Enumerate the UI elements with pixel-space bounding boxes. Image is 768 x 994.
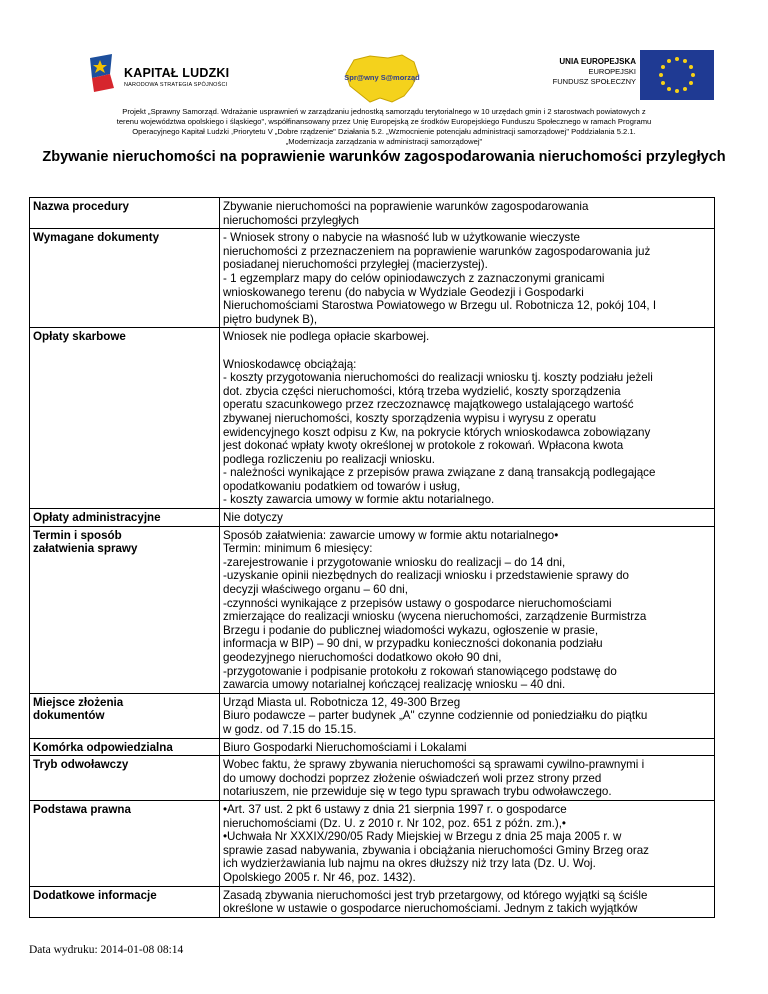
table-row <box>30 800 715 886</box>
row-label: Termin i sposób załatwienia sprawy <box>30 526 220 693</box>
page-title: Zbywanie nieruchomości na poprawienie warunków zagospodarowania nieruchomości przyległych <box>42 149 726 165</box>
procedure-table <box>29 197 715 918</box>
table-row <box>30 526 715 693</box>
kapital-ludzki-title: KAPITAŁ LUDZKI <box>124 66 230 80</box>
row-value: Sposób załatwienia: zawarcie umowy w formie aktu notarialnego• Termin: minimum 6 miesięcy: -zarejestrowanie i przygotowanie wniosku do realizacji – do 14 dni, -uzyskanie opinii niezbędnych do realizacji wniosku i przedstawienie sprawy do decyzji właściwego organu – 60 dni, -czynności wynikające z przepisów ustawy o gospodarce nieruchomościami zmierzające do realizacji wniosku (wycena nieruchomości, zarządzenie Burmistrza Brzegu i podanie do publicznej wiadomości wykazu, ogłoszenie w prasie, informacja w BIP) – 90 dni, w przypadku konieczności dokonania podziału geodezyjnego nieruchomości dodatkowo około 90 dni, -przygotowanie i podpisanie protokołu z rokowań stanowiącego podstawę do zawarcia umowy notarialnej kończącej realizację wniosku – 40 dni. <box>220 526 715 693</box>
row-label: Opłaty skarbowe <box>30 328 220 509</box>
eu-flag-icon <box>640 50 714 100</box>
row-value: •Art. 37 ust. 2 pkt 6 ustawy z dnia 21 sierpnia 1997 r. o gospodarce nieruchomościami (Dz. U. z 2010 r. Nr 102, poz. 651 z późn. zm.),• •Uchwała Nr XXXIX/290/05 Rady Miejskiej w Brzegu z dnia 25 maja 2005 r. w sprawie zasad nabywania, zbywania i obciążania nieruchomości Gminy Brzeg oraz ich wydzierżawiania lub najmu na okres dłuższy niż trzy lata (Dz. U. Woj. Opolskiego 2005 r. Nr 46, poz. 1432). <box>220 800 715 886</box>
table-row <box>30 738 715 756</box>
row-value: Wniosek nie podlega opłacie skarbowej. Wnioskodawcę obciążają: - koszty przygotowania nieruchomości do realizacji wniosku tj. koszty podziału jeżeli dot. zbycia części nieruchomości, którą trzeba wydzielić, koszty sporządzenia operatu szacunkowego przez rzeczoznawcę majątkowego ustalającego wartość zbywanej nieruchomości, koszty sporządzenia wypisu i wyrysu z operatu ewidencyjnego koszt odpisu z Kw, na pokrycie których wnioskodawca zobowiązany jest dokonać wpłaty kwoty określonej w protokole z rokowań. Wpłacona kwota podlega rozliczeniu po realizacji wniosku. - należności wynikające z przepisów prawa związane z daną transakcją podlegające opodatkowaniu podatkiem od towarów i usług, - koszty zawarcia umowy w formie aktu notarialnego. <box>220 328 715 509</box>
print-date: Data wydruku: 2014-01-08 08:14 <box>29 944 184 956</box>
row-value: - Wniosek strony o nabycie na własność lub w użytkowanie wieczyste nieruchomości z przeznaczeniem na poprawienie warunków zagospodarowania już posiadanej nieruchomości przyległej (macierzystej). - 1 egzemplarz mapy do celów opiniodawczych z zaznaczonymi granicami wnioskowanego terenu (do nabycia w Wydziale Geodezji i Gospodarki Nieruchomościami Starostwa Powiatowego w Brzegu ul. Robotnicza 12, pokój 104, I piętro budynek B), <box>220 229 715 328</box>
eu-line-1: UNIA EUROPEJSKA <box>559 57 636 66</box>
row-value: Zasadą zbywania nieruchomości jest tryb przetargowy, od którego wyjątki są ściśle określone w ustawie o gospodarce nieruchomościami. Jednym z takich wyjątków <box>220 886 715 917</box>
row-value: Zbywanie nieruchomości na poprawienie warunków zagospodarowania nieruchomości przyległych <box>220 198 715 229</box>
row-value: Biuro Gospodarki Nieruchomościami i Lokalami <box>220 738 715 756</box>
row-value: Urząd Miasta ul. Robotnicza 12, 49-300 Brzeg Biuro podawcze – parter budynek „A" czynne codziennie od poniedziałku do piątku w godz. od 7.15 do 15.15. <box>220 693 715 738</box>
table-row <box>30 198 715 229</box>
row-label: Tryb odwoławczy <box>30 756 220 801</box>
table-row <box>30 328 715 509</box>
row-label: Miejsce złożenia dokumentów <box>30 693 220 738</box>
table-row <box>30 229 715 328</box>
eu-line-2: EUROPEJSKI <box>588 67 636 76</box>
eu-label <box>540 56 636 87</box>
kapital-ludzki-logo <box>88 50 258 100</box>
row-label: Wymagane dokumenty <box>30 229 220 328</box>
row-label: Opłaty administracyjne <box>30 509 220 527</box>
sprawny-samorzad-text: Spr@wny S@morząd <box>344 73 420 82</box>
row-label: Nazwa procedury <box>30 198 220 229</box>
sprawny-samorzad-logo <box>340 52 424 106</box>
table-row <box>30 509 715 527</box>
row-label: Podstawa prawna <box>30 800 220 886</box>
table-row <box>30 756 715 801</box>
row-value: Nie dotyczy <box>220 509 715 527</box>
eu-line-3: FUNDUSZ SPOŁECZNY <box>552 77 636 86</box>
table-row <box>30 886 715 917</box>
project-note: Projekt „Sprawny Samorząd. Wdrażanie usprawnień w zarządzaniu jednostką samorządu terytorialnego w 10 urzędach gmin i 2 starostwach powiatowych z terenu województwa opolskiego i śląskiego", współfinansowany przez Unię Europejską ze środków Europejskiego Funduszu Społecznego w ramach Programu Operacyjnego Kapitał Ludzki ,Priorytetu V „Dobre rządzenie" Działania 5.2. „Wzmocnienie potencjału administracji samorządowej" Poddziałania 5.2.1. „Modernizacja zarządzania w administracji samorządowej" <box>116 107 652 146</box>
header-logos <box>0 50 768 110</box>
kapital-ludzki-flag-icon <box>88 54 118 92</box>
table-row <box>30 693 715 738</box>
row-label: Komórka odpowiedzialna <box>30 738 220 756</box>
kapital-ludzki-subtitle: NARODOWA STRATEGIA SPÓJNOŚCI <box>124 82 228 88</box>
row-label: Dodatkowe informacje <box>30 886 220 917</box>
row-value: Wobec faktu, że sprawy zbywania nieruchomości są sprawami cywilno-prawnymi i do umowy dochodzi poprzez złożenie oświadczeń woli przez strony przed notariuszem, nie przewiduje się w tego typu sprawach trybu odwoławczego. <box>220 756 715 801</box>
